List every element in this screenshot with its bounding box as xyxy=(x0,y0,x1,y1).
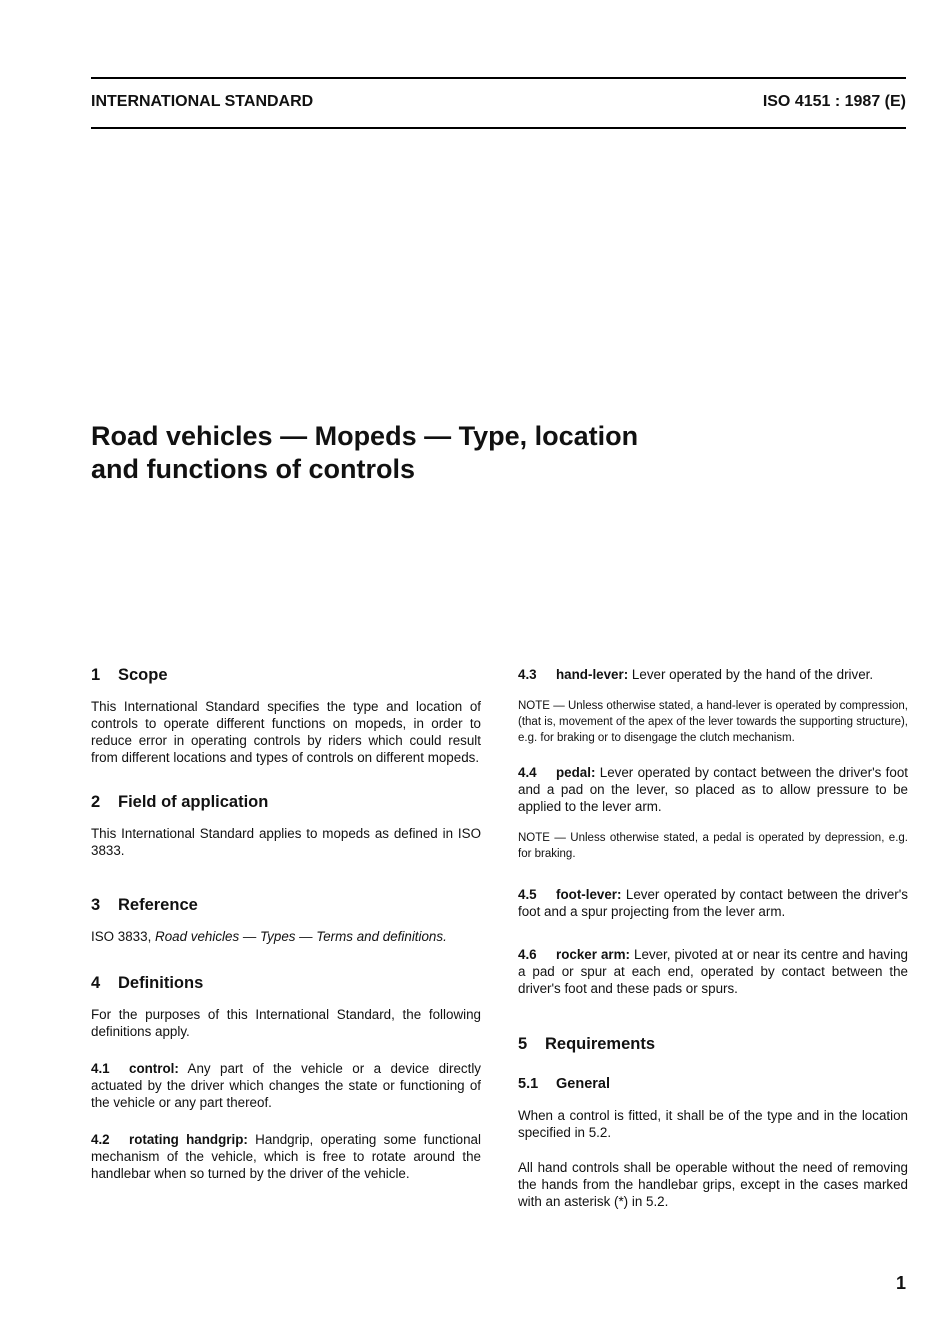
definition-text: Lever operated by contact between the driver's foot and a spur projecting from the lever arm. xyxy=(518,887,908,919)
defined-term: rotating handgrip: xyxy=(129,1132,248,1147)
definition-4-6 xyxy=(518,946,908,997)
defined-term: rocker arm: xyxy=(556,947,630,962)
defined-term: pedal: xyxy=(556,765,596,780)
document-title xyxy=(91,420,791,486)
defined-term: control: xyxy=(129,1061,179,1076)
clause-number: 4.3 xyxy=(518,667,537,682)
subsection-title: General xyxy=(556,1076,610,1092)
clause-number: 4.6 xyxy=(518,947,537,962)
section-4-heading xyxy=(91,972,481,994)
subsection-number: 5.1 xyxy=(518,1076,539,1092)
definition-text: Lever operated by the hand of the driver. xyxy=(631,667,874,682)
section-number: 5 xyxy=(518,1035,528,1053)
note-4-4: NOTE — Unless otherwise stated, a pedal is operated by depression, e.g. for braking. xyxy=(518,832,908,860)
general-paragraph-2: All hand controls shall be operable without the need of removing the hands from the handlebar grips, except in the cases marked with an asterisk (*) in 5.2. xyxy=(518,1160,908,1209)
reference-number: ISO 3833, xyxy=(91,929,152,944)
scope-paragraph: This International Standard specifies the type and location of controls to operate different functions on mopeds, in order to reduce error in operating controls by riders which could result from different locations and types of controls on different mopeds. xyxy=(91,699,481,765)
definition-text: Any part of the vehicle or a device directly actuated by the driver which changes the state or functioning of the vehicle or any part thereof. xyxy=(91,1061,481,1110)
left-column xyxy=(91,662,481,1182)
clause-number: 4.5 xyxy=(518,887,537,902)
section-title: Field of application xyxy=(118,793,269,811)
page-number: 1 xyxy=(895,1273,906,1293)
standard-number: ISO 4151 : 1987 (E) xyxy=(762,93,906,110)
field-of-application-paragraph: This International Standard applies to mopeds as defined in ISO 3833. xyxy=(91,826,481,858)
definition-4-3 xyxy=(518,666,908,683)
defined-term: foot-lever: xyxy=(556,887,622,902)
section-title: Requirements xyxy=(545,1035,656,1053)
section-title: Definitions xyxy=(118,974,204,992)
subsection-5-1-heading xyxy=(518,1074,908,1094)
section-1-heading xyxy=(91,664,481,686)
section-number: 1 xyxy=(91,666,101,684)
note-4-3: NOTE — Unless otherwise stated, a hand-lever is operated by compression, (that is, movement of the apex of the lever towards the supporting structure), e.g. for braking or to disengage the clutch mechanism. xyxy=(518,700,908,744)
header-bottom-rule xyxy=(91,127,906,129)
clause-number: 4.1 xyxy=(91,1061,110,1076)
title-line-2: and functions of controls xyxy=(91,454,415,484)
section-5-heading xyxy=(518,1033,908,1055)
definition-4-2 xyxy=(91,1131,481,1182)
header-top-rule xyxy=(91,77,906,79)
reference-paragraph xyxy=(91,928,481,945)
right-column xyxy=(518,662,908,1210)
section-title: Reference xyxy=(118,896,198,914)
clause-number: 4.4 xyxy=(518,765,537,780)
section-number: 4 xyxy=(91,974,101,992)
section-title: Scope xyxy=(118,666,168,684)
definition-text: Lever operated by contact between the driver's foot and a pad on the lever, so placed as to allow pressure to be applied to the lever arm. xyxy=(518,765,908,814)
definition-4-1 xyxy=(91,1060,481,1111)
general-paragraph-1: When a control is fitted, it shall be of the type and in the location specified in 5.2. xyxy=(518,1108,908,1140)
section-number: 2 xyxy=(91,793,101,811)
definition-4-4 xyxy=(518,764,908,815)
reference-title: Road vehicles — Types — Terms and definitions. xyxy=(155,929,447,944)
running-header xyxy=(91,93,906,117)
section-3-heading xyxy=(91,894,481,916)
definition-4-5 xyxy=(518,886,908,920)
definition-text: Lever, pivoted at or near its centre and having a pad or spur at each end, operated by contact between the driver's foot and these pads or spurs. xyxy=(518,947,908,996)
defined-term: hand-lever: xyxy=(556,667,629,682)
definition-text: Handgrip, operating some functional mechanism of the vehicle, which is free to rotate around the handlebar when so turned by the driver of the vehicle. xyxy=(91,1132,481,1181)
title-line-1: Road vehicles — Mopeds — Type, location xyxy=(91,421,639,451)
section-number: 3 xyxy=(91,896,101,914)
section-2-heading xyxy=(91,791,481,813)
definitions-intro: For the purposes of this International Standard, the following definitions apply. xyxy=(91,1007,481,1039)
clause-number: 4.2 xyxy=(91,1132,110,1147)
document-type: INTERNATIONAL STANDARD xyxy=(91,93,314,110)
